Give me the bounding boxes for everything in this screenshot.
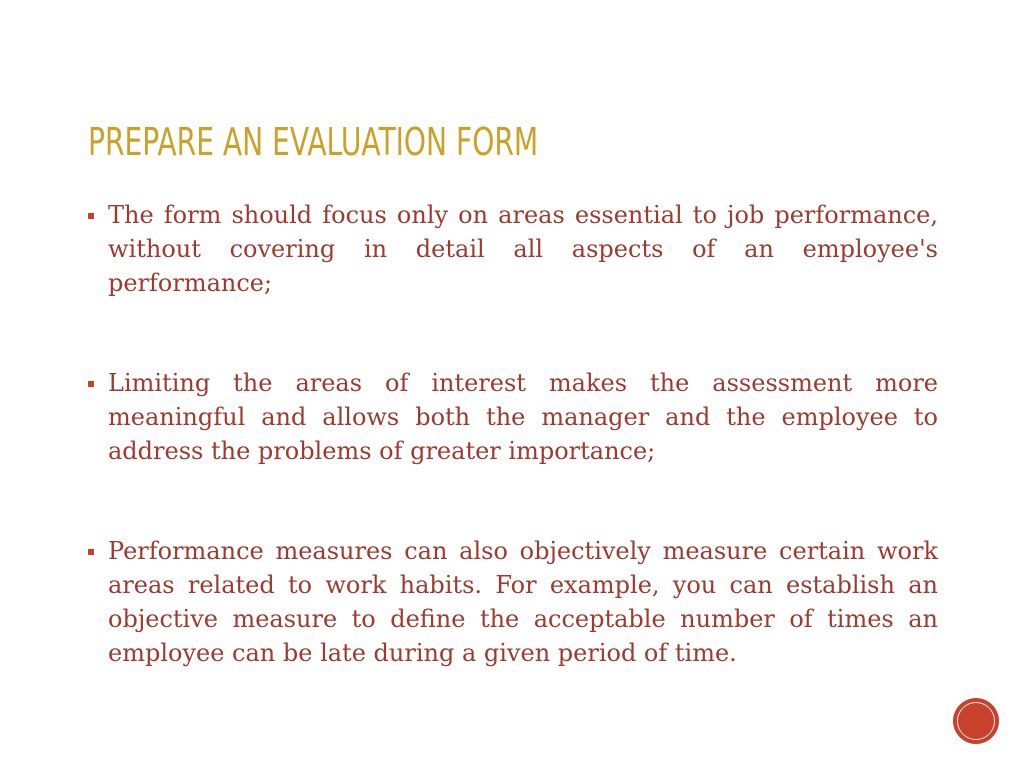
square-bullet-icon xyxy=(88,381,94,387)
bullet-item-1 xyxy=(86,198,938,300)
bullet-item-2 xyxy=(86,366,938,468)
bullet-text: Performance measures can also objectively measure certain work areas related to work habits. For example, you can establish an objective measure to define the acceptable number of times an employee can be late during a given period of time. xyxy=(108,537,938,667)
bullet-text: The form should focus only on areas essential to job performance, without covering in detail all aspects of an employee's performance; xyxy=(108,201,938,297)
square-bullet-icon xyxy=(88,549,94,555)
slide-title: PREPARE AN EVALUATION FORM xyxy=(88,120,539,164)
bullet-item-3 xyxy=(86,534,938,670)
bullet-list xyxy=(86,198,938,670)
badge-ring xyxy=(957,702,995,740)
bullet-text: Limiting the areas of interest makes the assessment more meaningful and allows both the manager and the employee to address the problems of greater importance; xyxy=(108,369,938,465)
square-bullet-icon xyxy=(88,213,94,219)
circle-badge-icon xyxy=(954,699,998,743)
